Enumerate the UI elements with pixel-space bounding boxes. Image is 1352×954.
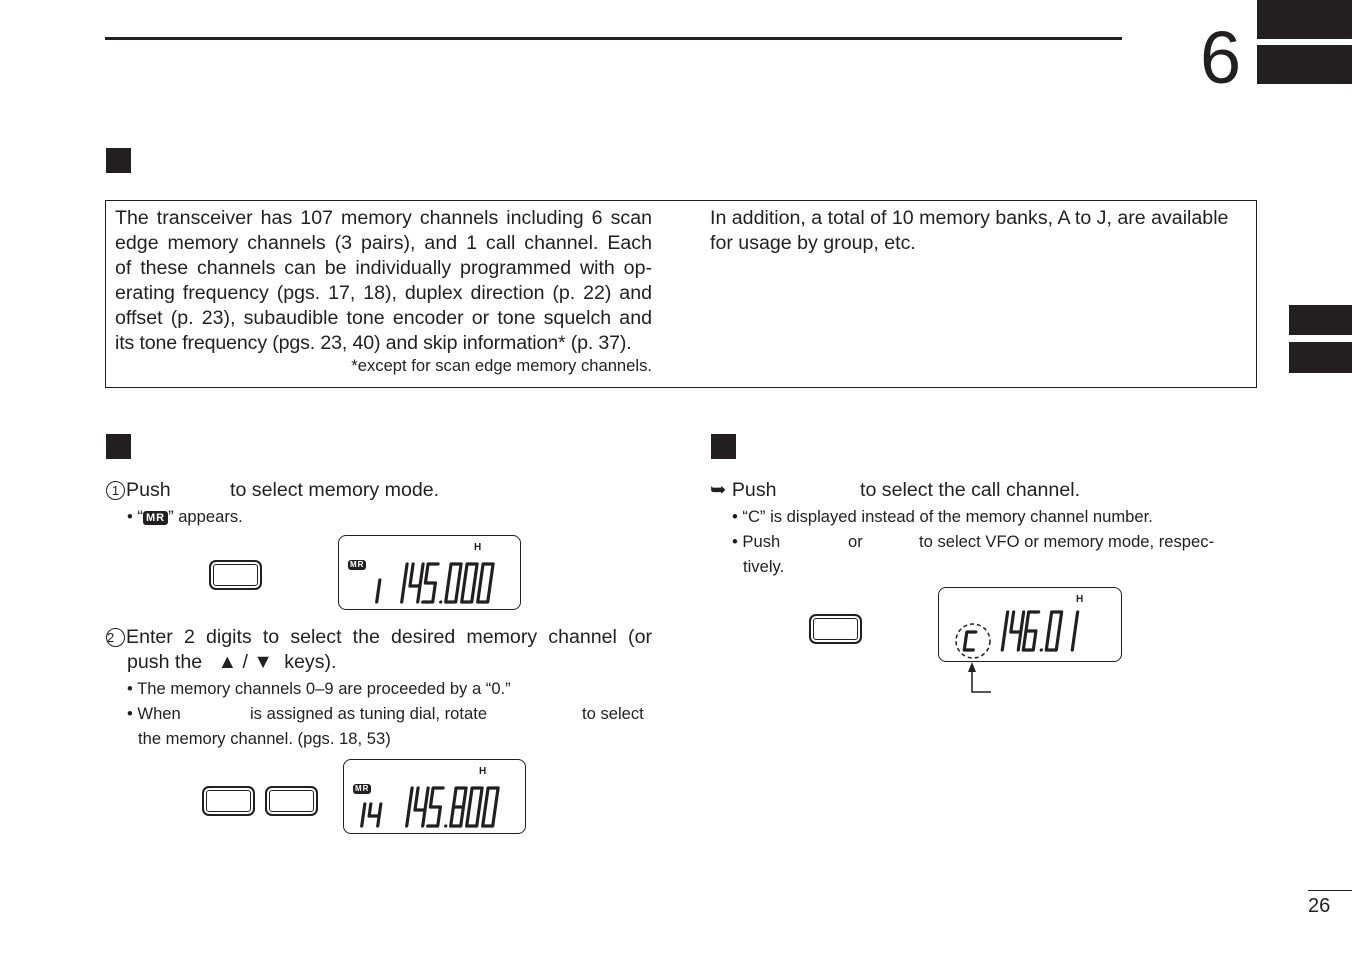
mr-key-button[interactable] [209,560,262,590]
up-down-arrow-keys: ▲ / ▼ [217,651,273,673]
step1-text: to select memory mode. [230,479,440,501]
section-marker-call-channel [711,434,736,459]
step2-line2 [127,650,336,675]
step1-line [106,478,171,503]
chapter-tab-upper [1257,0,1352,39]
header-rule [105,37,1122,40]
intro-line: of these channels can be individually programmed with op- [115,257,652,279]
call-key-button[interactable] [809,614,862,644]
step2-note2-line2: the memory channel. (pgs. 18, 53) [138,729,391,748]
lcd-display-call [938,587,1122,662]
intro-line: erating frequency (pgs. 17, 18), duplex direction (p. 22) and [115,282,652,304]
call-note2-or: or [848,532,863,551]
lcd-segment-digits [939,588,1123,663]
intro-line: edge memory channels (3 pairs), and 1 call channel. Each [115,232,652,254]
step2-note2-mid: is assigned as tuning dial, rotate [250,704,488,723]
mr-indicator-badge: MR [143,511,168,525]
step1-note [127,504,243,529]
step-number-1: 1 [106,481,125,500]
digit-key-1-button[interactable] [202,786,255,816]
page-number-rule [1308,890,1352,891]
step2-text: push the [127,651,203,673]
chapter-number: 6 [1200,16,1242,99]
lcd-mr-indicator: MR [355,784,370,793]
section-marker-memory-select [106,434,131,459]
page-number: 26 [1308,895,1331,917]
call-note1: • “C” is displayed instead of the memory channel number. [732,507,1153,526]
lcd-display-memory-14 [343,759,526,834]
lcd-mr-indicator: MR [350,560,365,569]
side-tab-lower [1289,342,1352,373]
lcd-segment-digits [344,760,527,835]
chapter-tab-lower [1257,45,1352,84]
note-text: ” appears. [168,507,243,526]
lcd-segment-digits [339,536,522,611]
side-tab-upper [1289,305,1352,335]
intro-line: In addition, a total of 10 memory banks, A to J, are available [710,207,1229,229]
call-channel-highlight-circle [956,624,990,658]
lcd-power-indicator: H [479,766,487,777]
intro-line: its tone frequency (pgs. 23, 40) and skip information* (p. 37). [115,332,632,354]
call-note2-line2: tively. [743,557,785,576]
intro-line: offset (p. 23), subaudible tone encoder or tone squelch and [115,307,652,329]
intro-line: for usage by group, etc. [710,232,916,254]
step2-note2-end: to select [582,704,644,723]
step1-push: Push [126,479,171,501]
intro-line: The transceiver has 107 memory channels including 6 scan [115,207,652,229]
note-text: • “ [127,507,143,526]
step2-line1 [106,625,652,650]
step2-note1: • The memory channels 0–9 are proceeded by a “0.” [127,679,511,698]
step-number-2: 2 [106,628,125,647]
call-channel-pointer [960,660,1000,695]
step2-text: Enter 2 digits to select the desired memory channel (or [126,626,652,648]
call-text: to select the call channel. [860,479,1081,501]
step2-text: keys). [284,651,337,673]
lcd-display-memory-1 [338,535,521,610]
call-push: ➥ Push [710,479,777,501]
lcd-power-indicator: H [474,542,482,553]
intro-left-column [115,206,652,376]
call-note2-push: • Push [732,532,781,551]
intro-right-column [710,206,1250,256]
lcd-power-indicator: H [1076,594,1084,605]
intro-footnote: *except for scan edge memory channels. [351,356,652,375]
call-note2-rest: to select VFO or memory mode, respec- [919,532,1215,551]
step2-note2-when: • When [127,704,181,723]
section-marker-general [106,148,131,173]
digit-key-4-button[interactable] [265,786,318,816]
